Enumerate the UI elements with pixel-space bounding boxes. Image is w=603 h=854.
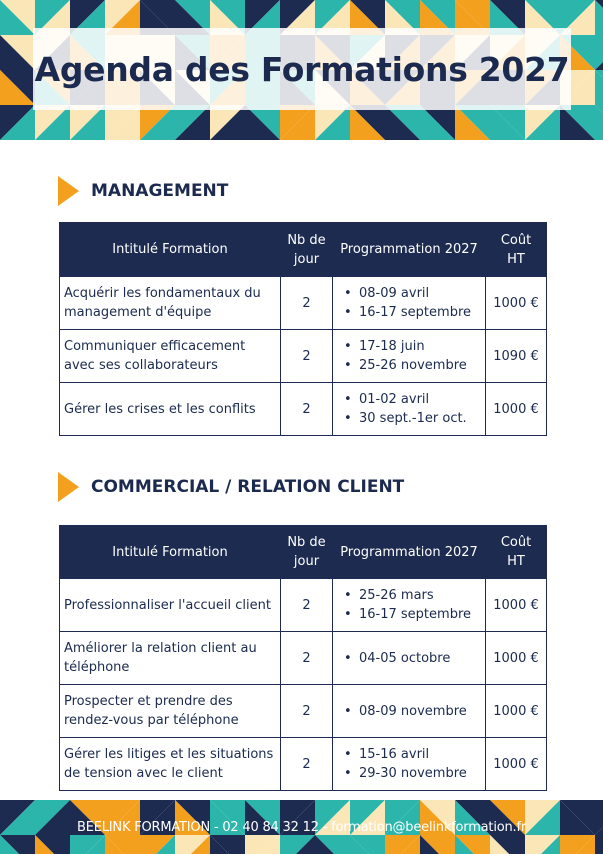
- date-item: • 29-30 novembre: [359, 764, 481, 783]
- training-days: 2: [281, 383, 333, 436]
- date-item: • 16-17 septembre: [359, 303, 481, 322]
- table-row: [60, 579, 547, 632]
- training-dates: [333, 330, 486, 383]
- table-row: [60, 383, 547, 436]
- training-title: Acquérir les fondamentaux du management d'équipe: [60, 277, 281, 330]
- date-item: • 15-16 avril: [359, 745, 481, 764]
- column-header-days: Nb de jour: [281, 223, 333, 277]
- training-cost: 1000 €: [486, 632, 547, 685]
- training-days: 2: [281, 277, 333, 330]
- training-dates: [333, 685, 486, 738]
- training-title: Gérer les crises et les conflits: [60, 383, 281, 436]
- arrow-icon: [58, 472, 79, 502]
- date-item: • 30 sept.-1er oct.: [359, 409, 481, 428]
- table-row: [60, 685, 547, 738]
- table-header-row: [60, 223, 547, 277]
- page-title: Agenda des Formations 2027: [34, 49, 570, 89]
- section-title: MANAGEMENT: [91, 181, 229, 201]
- column-header-days: Nb de jour: [281, 526, 333, 579]
- training-dates: [333, 738, 486, 791]
- training-dates: [333, 277, 486, 330]
- training-days: 2: [281, 330, 333, 383]
- training-title: Prospecter et prendre des rendez-vous par téléphone: [60, 685, 281, 738]
- training-cost: 1090 €: [486, 330, 547, 383]
- date-item: • 25-26 mars: [359, 586, 481, 605]
- column-header-cost: Coût HT: [486, 223, 547, 277]
- column-header-cost: Coût HT: [486, 526, 547, 579]
- table-row: [60, 632, 547, 685]
- training-cost: 1000 €: [486, 738, 547, 791]
- training-title: Améliorer la relation client au téléphone: [60, 632, 281, 685]
- arrow-icon: [58, 176, 79, 206]
- table-row: [60, 277, 547, 330]
- training-days: 2: [281, 685, 333, 738]
- column-header-title: Intitulé Formation: [60, 223, 281, 277]
- table-row: [60, 330, 547, 383]
- date-item: • 01-02 avril: [359, 390, 481, 409]
- training-days: 2: [281, 632, 333, 685]
- table-row: [60, 738, 547, 791]
- training-cost: 1000 €: [486, 685, 547, 738]
- date-item: • 25-26 novembre: [359, 356, 481, 375]
- training-days: 2: [281, 738, 333, 791]
- section-header-commercial: [58, 472, 404, 502]
- date-item: • 17-18 juin: [359, 337, 481, 356]
- section-title: COMMERCIAL / RELATION CLIENT: [91, 477, 405, 497]
- date-item: • 08-09 novembre: [359, 702, 481, 721]
- column-header-schedule: Programmation 2027: [333, 526, 486, 579]
- title-box: [33, 28, 571, 110]
- table-header-row: [60, 526, 547, 579]
- training-title: Gérer les litiges et les situations de tension avec le client: [60, 738, 281, 791]
- training-title: Communiquer efficacement avec ses collaborateurs: [60, 330, 281, 383]
- training-dates: [333, 579, 486, 632]
- section-header-management: [58, 176, 228, 206]
- date-item: • 04-05 octobre: [359, 649, 481, 668]
- date-item: • 08-09 avril: [359, 284, 481, 303]
- training-days: 2: [281, 579, 333, 632]
- commercial-table: [59, 525, 547, 791]
- training-dates: [333, 383, 486, 436]
- footer-contact: BEELINK FORMATION - 02 40 84 32 12 - formation@beelinkformation.fr: [77, 819, 526, 835]
- column-header-title: Intitulé Formation: [60, 526, 281, 579]
- training-cost: 1000 €: [486, 579, 547, 632]
- training-title: Professionnaliser l'accueil client: [60, 579, 281, 632]
- training-dates: [333, 632, 486, 685]
- training-cost: 1000 €: [486, 277, 547, 330]
- date-item: • 16-17 septembre: [359, 605, 481, 624]
- column-header-schedule: Programmation 2027: [333, 223, 486, 277]
- management-table: [59, 222, 547, 436]
- training-cost: 1000 €: [486, 383, 547, 436]
